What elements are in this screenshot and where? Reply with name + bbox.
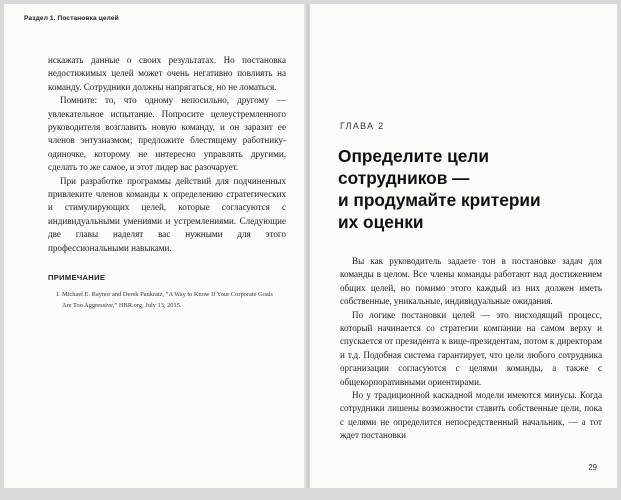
right-page xyxy=(310,4,617,488)
running-head: Раздел 1. Постановка целей xyxy=(24,15,119,22)
paragraph: Но у традиционной каскадной модели имеются минусы. Когда сотрудники лишены возможности ставить собственные цели, пока с целями не определится непосредственный начальник, — а тот ждет постановки xyxy=(340,390,602,441)
chapter-title-line: их оценки xyxy=(338,212,424,232)
chapter-title xyxy=(338,145,598,233)
right-body-text xyxy=(340,255,602,443)
page-number: 29 xyxy=(588,463,597,472)
paragraph: Помните: то, что одному непосильно, другому — увлекательное испытание. Попросите целеустремленного руководителя возглавить новую команду, и он заразит ее членов энтузиазмом; предложите блестящему работнику-одиночке, которому не интересно управлять другими, сделать то же самое, и этот лидер вас разочарует. xyxy=(48,95,286,173)
left-page xyxy=(4,4,306,488)
paragraph: искажать данные о своих результатах. Но постановка недостижимых целей может очень негативно повлиять на команду. Сотрудники должны напрягаться, но не ломаться. xyxy=(48,55,286,92)
chapter-label: ГЛАВА 2 xyxy=(340,121,385,131)
footnote-number: 1. xyxy=(56,291,61,298)
left-body-text xyxy=(48,54,286,255)
paragraph: По логике постановки целей — это нисходящий процесс, который начинается со стратегии компании на самом верху и спускается от президента к вице-президентам, потом к директорам и т.д. Подобная система гарантирует, что цели любого сотрудника организации согласуются с целями команды, а также с общекорпоративными ориентирами. xyxy=(340,309,602,387)
footnote xyxy=(56,290,282,311)
chapter-title-line: Определите цели xyxy=(338,146,489,166)
chapter-title-line: сотрудников — xyxy=(338,168,470,188)
chapter-title-line: и продумайте критерии xyxy=(338,190,541,210)
footnote-text: Michael E. Raynor and Derek Pankratz, “A Way to Know If Your Corporate Goals Are Too Aggressive,” HBR.org, July 13, 2015. xyxy=(62,291,273,309)
notes-heading: ПРИМЕЧАНИЕ xyxy=(48,273,106,282)
paragraph: Вы как руководитель задаете тон в постановке задач для команды в целом. Все члены команды работают над достижением общих целей, но помимо этого каждый из них должен иметь собственные, уникальные, индивидуальные ожидания. xyxy=(340,256,602,307)
paragraph: При разработке программы действий для подчиненных привлеките членов команды к определению стратегических и стимулирующих целей, которые согласуются с индивидуальными умениями и устремлениями. Следующие две главы наделят вас нужными для этого профессиональными навыками. xyxy=(48,175,286,253)
